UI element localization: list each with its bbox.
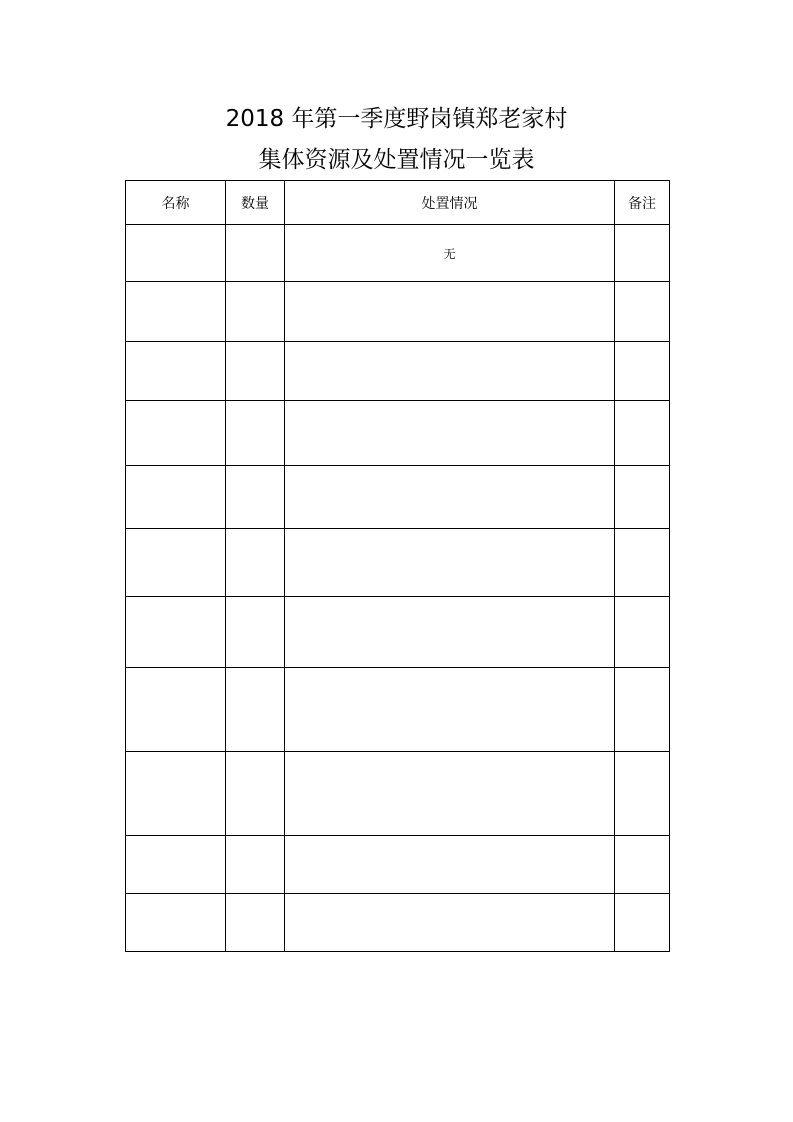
cell-quantity <box>226 529 285 597</box>
cell-disposal <box>285 401 615 466</box>
document-title-line-1: 2018 年第一季度野岗镇郑老家村 <box>225 106 568 132</box>
cell-disposal <box>285 836 615 894</box>
cell-quantity <box>226 225 285 282</box>
table-row <box>126 466 670 529</box>
cell-remarks <box>615 752 670 836</box>
table-row <box>126 401 670 466</box>
cell-remarks <box>615 342 670 401</box>
cell-quantity <box>226 401 285 466</box>
cell-disposal <box>285 342 615 401</box>
cell-quantity <box>226 466 285 529</box>
cell-remarks <box>615 597 670 668</box>
table-row <box>126 342 670 401</box>
resource-disposal-table <box>125 180 670 952</box>
cell-remarks <box>615 401 670 466</box>
cell-name <box>126 668 226 752</box>
cell-name <box>126 401 226 466</box>
cell-disposal <box>285 466 615 529</box>
cell-name <box>126 342 226 401</box>
header-quantity: 数量 <box>226 181 285 225</box>
table-row <box>126 282 670 342</box>
table-row <box>126 529 670 597</box>
cell-disposal <box>285 282 615 342</box>
cell-quantity <box>226 282 285 342</box>
table-row <box>126 225 670 282</box>
cell-name <box>126 225 226 282</box>
cell-quantity <box>226 752 285 836</box>
cell-quantity <box>226 894 285 952</box>
table-row <box>126 668 670 752</box>
cell-disposal <box>285 597 615 668</box>
cell-disposal <box>285 668 615 752</box>
cell-disposal <box>285 894 615 952</box>
cell-remarks <box>615 836 670 894</box>
cell-name <box>126 894 226 952</box>
header-disposal: 处置情况 <box>285 181 615 225</box>
cell-remarks <box>615 466 670 529</box>
cell-disposal <box>285 752 615 836</box>
cell-quantity <box>226 836 285 894</box>
document-title-line-2: 集体资源及处置情况一览表 <box>258 147 535 173</box>
cell-disposal: 无 <box>285 225 615 282</box>
table-row <box>126 894 670 952</box>
table-row <box>126 752 670 836</box>
cell-remarks <box>615 894 670 952</box>
cell-remarks <box>615 668 670 752</box>
header-name: 名称 <box>126 181 226 225</box>
table-row <box>126 597 670 668</box>
cell-quantity <box>226 668 285 752</box>
cell-remarks <box>615 529 670 597</box>
cell-quantity <box>226 342 285 401</box>
cell-quantity <box>226 597 285 668</box>
header-remarks: 备注 <box>615 181 670 225</box>
cell-disposal <box>285 529 615 597</box>
cell-remarks <box>615 225 670 282</box>
cell-name <box>126 282 226 342</box>
cell-name <box>126 836 226 894</box>
table-header-row <box>126 181 670 225</box>
cell-name <box>126 752 226 836</box>
cell-name <box>126 466 226 529</box>
cell-name <box>126 529 226 597</box>
cell-remarks <box>615 282 670 342</box>
table-row <box>126 836 670 894</box>
cell-name <box>126 597 226 668</box>
